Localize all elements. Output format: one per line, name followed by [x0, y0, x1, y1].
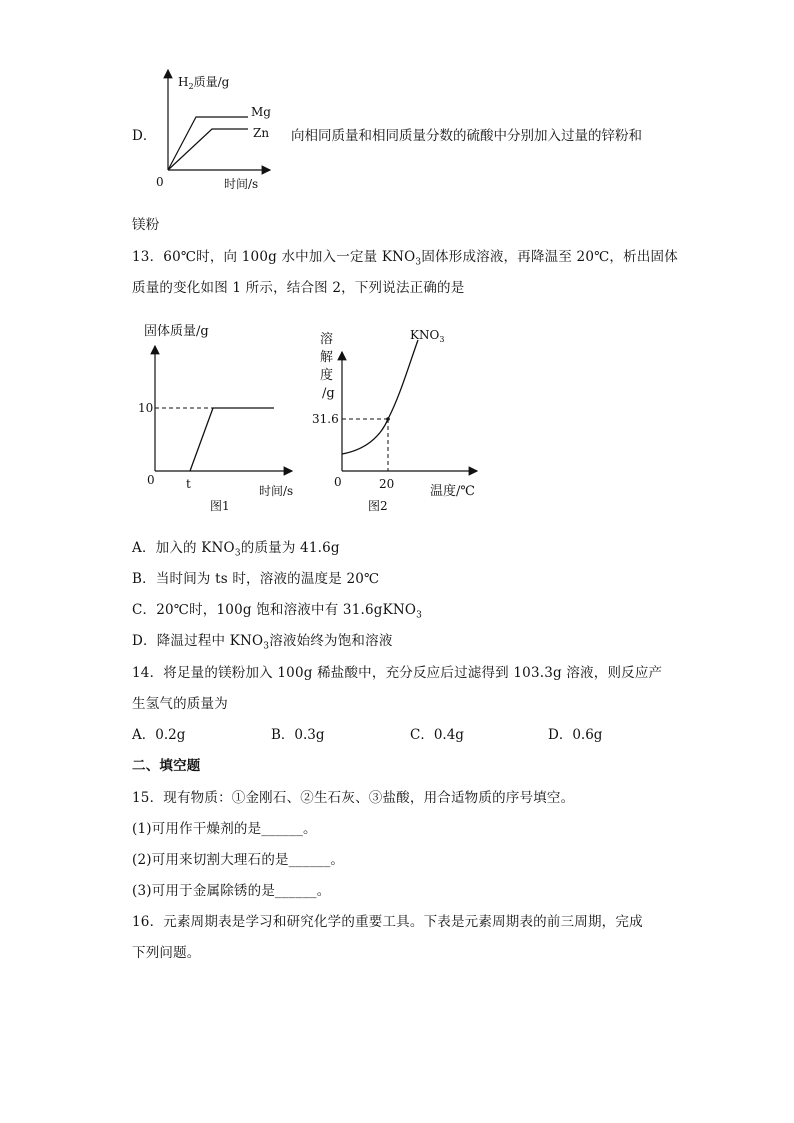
- x-axis-label: 时间/s: [224, 177, 259, 191]
- q14-stem-line1: 14．将足量的镁粉加入 100g 稀盐酸中，充分反应后过滤得到 103.3g 溶液，则反应产: [132, 665, 663, 681]
- q12-option-d-text-cont: 镁粉: [132, 217, 160, 233]
- series-label-zn: Zn: [253, 126, 270, 140]
- intersection-point: [386, 417, 390, 421]
- xtick-label: t: [186, 477, 191, 491]
- y-axis-label: 固体质量/g: [144, 324, 209, 339]
- q13-option-c: C．20℃时，100g 饱和溶液中有 31.6gKNO$_3$: [132, 602, 423, 621]
- q14-option-a: A．0.2g: [132, 727, 186, 743]
- x-axis-label: 温度/℃: [430, 484, 475, 499]
- q12-option-d-chart: [150, 66, 280, 196]
- q14-option-b: B．0.3g: [271, 727, 325, 743]
- q12-option-d-letter: D．: [132, 128, 157, 144]
- q13-figure-1: [138, 318, 308, 518]
- figure-caption: 图2: [368, 499, 388, 513]
- kno3-solubility-curve: [342, 340, 418, 454]
- figure-caption: 图1: [210, 499, 230, 513]
- q16-stem-line1: 16．元素周期表是学习和研究化学的重要工具。下表是元素周期表的前三周期，完成: [132, 914, 643, 930]
- q13-option-d: D．降温过程中 $KNO_3$溶液始终为饱和溶液: [132, 633, 393, 652]
- origin-label: 0: [156, 175, 164, 189]
- q12-option-d-text: 向相同质量和相同质量分数的硫酸中分别加入过量的锌粉和: [291, 128, 642, 144]
- series-label-mg: Mg: [251, 105, 271, 119]
- q15-item-2: (2)可用来切割大理石的是______。: [132, 852, 345, 868]
- q13-figure-2: [308, 318, 488, 518]
- q14-option-c: C．0.4g: [410, 727, 464, 743]
- xtick-label: 20: [379, 477, 395, 491]
- x-axis-label: 时间/s: [259, 484, 294, 498]
- q15-item-1: (1)可用作干燥剂的是______。: [132, 821, 317, 837]
- section-title: 二、填空题: [132, 758, 201, 774]
- origin-label: 0: [147, 473, 155, 487]
- series-label-kno3: $KNO_3$: [410, 328, 445, 344]
- solid-mass-line: [190, 408, 274, 471]
- q13-stem-line2: 质量的变化如图 1 所示，结合图 2，下列说法正确的是: [132, 280, 465, 296]
- ytick-label: 31.6: [312, 412, 339, 426]
- y-axis-label: $H_2$质量/g: [178, 75, 230, 91]
- q14-option-d: D．0.6g: [548, 727, 603, 743]
- zn-line: [168, 129, 248, 170]
- q15-stem: 15．现有物质：①金刚石、②生石灰、③盐酸，用合适物质的序号填空。: [132, 790, 575, 806]
- mg-line: [168, 117, 248, 170]
- origin-label: 0: [334, 475, 342, 489]
- q13-option-b: B．当时间为 ts 时，溶液的温度是 20℃: [132, 571, 380, 587]
- ytick-label: 10: [138, 401, 154, 415]
- q14-stem-line2: 生氢气的质量为: [132, 696, 228, 712]
- q16-stem-line2: 下列问题。: [132, 945, 201, 961]
- q15-item-3: (3)可用于金属除锈的是______。: [132, 883, 331, 899]
- q13-stem-line1: 13．60℃时，向 100g 水中加入一定量 $KNO_3$固体形成溶液，再降温至 20℃，析出固体: [132, 249, 678, 268]
- q13-option-a: A．加入的 $KNO_3$的质量为 41.6g: [132, 540, 340, 559]
- y-axis-label: 溶 解 度 /g: [320, 332, 335, 401]
